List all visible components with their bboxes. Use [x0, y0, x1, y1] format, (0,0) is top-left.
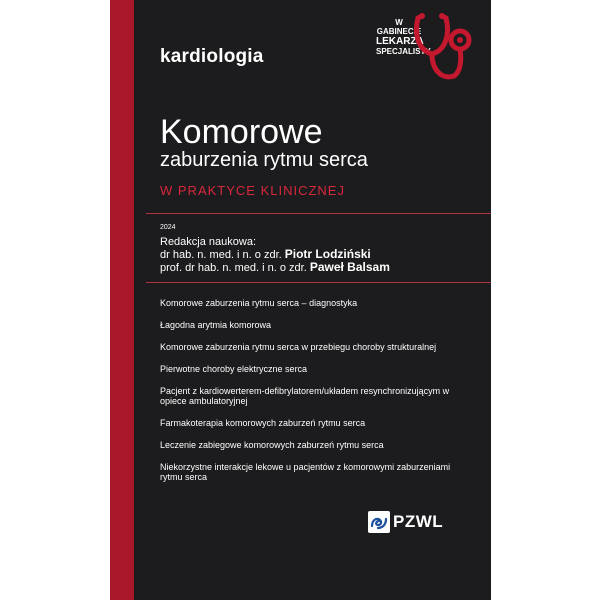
- toc-item: Komorowe zaburzenia rytmu serca w przebiegu choroby strukturalnej: [160, 342, 437, 352]
- badge-line: SPECJALISTY: [376, 47, 431, 56]
- publisher-logo: [368, 511, 443, 533]
- editor-line: [160, 261, 390, 274]
- editor-degree: prof. dr hab. n. med. i n. o zdr.: [160, 262, 307, 274]
- toc-item: Komorowe zaburzenia rytmu serca – diagnostyka: [160, 298, 358, 308]
- badge-line: W GABINECIE: [376, 18, 422, 36]
- title-tagline: W PRAKTYCE KLINICZNEJ: [160, 183, 345, 198]
- book-cover: [110, 0, 491, 600]
- publisher-name: PZWL: [393, 512, 444, 531]
- title-sub: zaburzenia rytmu serca: [160, 149, 368, 171]
- toc-item: Łagodna arytmia komorowa: [160, 320, 272, 330]
- red-spine-stripe: [110, 0, 134, 600]
- editor-name: Piotr Lodziński: [284, 247, 371, 261]
- editors-block: [160, 236, 390, 274]
- toc-item: Pacjent z kardiowerterem-defibrylatorem/układem resynchronizującym w opiece ambulatoryjnej: [160, 386, 450, 406]
- publication-year: 2024: [160, 224, 176, 231]
- toc-item: Pierwotne choroby elektryczne serca: [160, 364, 308, 374]
- toc-item: Niekorzystne interakcje lekowe u pacjentów z komorowymi zaburzeniami rytmu serca: [160, 462, 451, 482]
- stethoscope-icon: [404, 10, 480, 88]
- badge-line: LEKARZA: [376, 36, 424, 47]
- editor-name: Paweł Balsam: [309, 260, 390, 274]
- toc-item: Farmakoterapia komorowych zaburzeń rytmu serca: [160, 418, 366, 428]
- table-of-contents: [160, 298, 475, 494]
- series-label: kardiologia: [160, 46, 264, 67]
- divider-top: [146, 213, 491, 214]
- toc-item: Leczenie zabiegowe komorowych zaburzeń rytmu serca: [160, 440, 384, 450]
- editors-heading: Redakcja naukowa:: [160, 236, 257, 248]
- divider-bottom: [146, 282, 491, 283]
- title-main: Komorowe: [160, 113, 323, 151]
- pzwl-logo-icon: [368, 511, 390, 533]
- editor-degree: dr hab. n. med. i n. o zdr.: [160, 249, 282, 261]
